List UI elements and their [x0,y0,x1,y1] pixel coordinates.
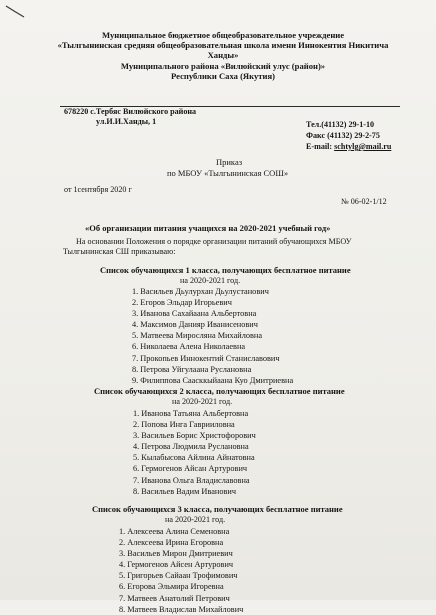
class2-student-list [133,408,256,497]
list-item: 2. Егоров Эльдар Игорьевич [132,298,232,308]
class1-list-title: Список обучающихся 1 класса, получающих бесплатное питание [100,265,351,275]
address-line-1: 678220 с.Тербяс Вилюйского района [64,107,197,116]
list-item: 6. Гермогенов Айсан Артурович [133,464,248,474]
email-link[interactable]: schtylg@mail.ru [334,142,392,151]
fax-text: Факс (41132) 29-2-75 [306,131,380,140]
address-line-2: ул.И.И.Ханды, 1 [96,117,157,126]
list-item: 3. Васильев Мирон Дмитриевич [119,549,233,559]
letterhead-line-4: Республики Саха (Якутия) [171,70,275,81]
list-item: 3. Иванова Сахайаана Альбертовна [132,309,257,319]
list-item: 3. Васильев Борис Христофорович [133,431,256,441]
list-item: 4. Петрова Людмила Руслановна [133,442,249,452]
letterhead-line-1: Муниципальное бюджетное общеобразовательное учреждение [101,30,345,40]
list-item: 8. Васильев Вадим Иванович [133,486,237,496]
order-subject: «Об организации питания учащихся на 2020-2021 учебный год» [85,223,331,233]
list-item: 6. Егорова Эльмира Игоревна [119,582,224,592]
order-date: от 1сентября 2020 г [64,185,132,194]
list-item: 1. Алексеева Алина Семеновна [119,527,230,536]
list-item: 7. Матвеев Анатолий Петрович [119,593,230,603]
list-item: 7. Иванова Ольга Владиславовна [133,475,250,485]
order-number: № 06-02-1/12 [341,197,387,206]
email-row [306,142,391,151]
class3-student-list [119,526,243,615]
letterhead-line-3: Муниципального района «Вилюйский улус (район)» [120,60,326,71]
list-item: 1. Иванова Татьяна Альбертовна [133,409,249,418]
class2-list-title: Список обучающихся 2 класса, получающих бесплатное питание [94,386,345,396]
list-item: 4. Гермогенов Айсен Артурович [119,560,234,570]
order-intro-line-2: Тылгынинская СШ приказываю: [63,247,176,256]
phone-text: Тел.(41132) 29-1-10 [306,120,375,129]
class3-list-year: на 2020-2021 год. [165,515,226,524]
letterhead [48,30,398,81]
order-heading: Приказ [216,157,243,167]
list-item: 6. Николаева Алена Николаевна [132,342,246,352]
list-item: 2. Попова Инга Гаврииловна [133,420,235,430]
list-item: 7. Прокопьев Иннокентий Станиславович [132,353,280,363]
list-item: 9. Филиппова Саасккыйаана Куо Дмитриевна [132,375,294,385]
order-intro-line-1: На основании Положения о порядке организации питаний обучающихся МБОУ [76,237,352,246]
class2-list-year: на 2020-2021 год. [172,397,233,406]
email-label: E-mail: [306,142,333,151]
scan-pen-mark [4,3,44,21]
list-item: 2. Алексеева Ирина Егоровна [119,538,224,548]
list-item: 5. Кылабысова Айлина Айнатовна [133,453,255,463]
header-divider [60,106,400,107]
class1-list-year: на 2020-2021 год. [180,276,241,285]
list-item: 5. Матвеева Миросляна Михайловна [132,331,263,341]
list-item: 8. Петрова Уйгулаана Руслановна [132,364,252,374]
list-item: 8. Матвеев Владислав Михайлович [119,604,244,614]
list-item: 4. Максимов Данияр Иванисенович [132,320,258,330]
order-subheading: по МБОУ «Тылгынинская СОШ» [167,168,289,178]
list-item: 5. Григорьев Сайаан Трофимович [119,571,238,581]
list-item: 1. Васильев Дьулурхан Дьулустанович [132,287,269,296]
class3-list-title: Список обучающихся 3 класса, получающих бесплатное питание [92,504,343,514]
class1-student-list [132,286,293,386]
letterhead-line-2: «Тылгынинская средняя общеобразовательная школа имени Иннокентия Никитича Ханды» [57,40,389,61]
